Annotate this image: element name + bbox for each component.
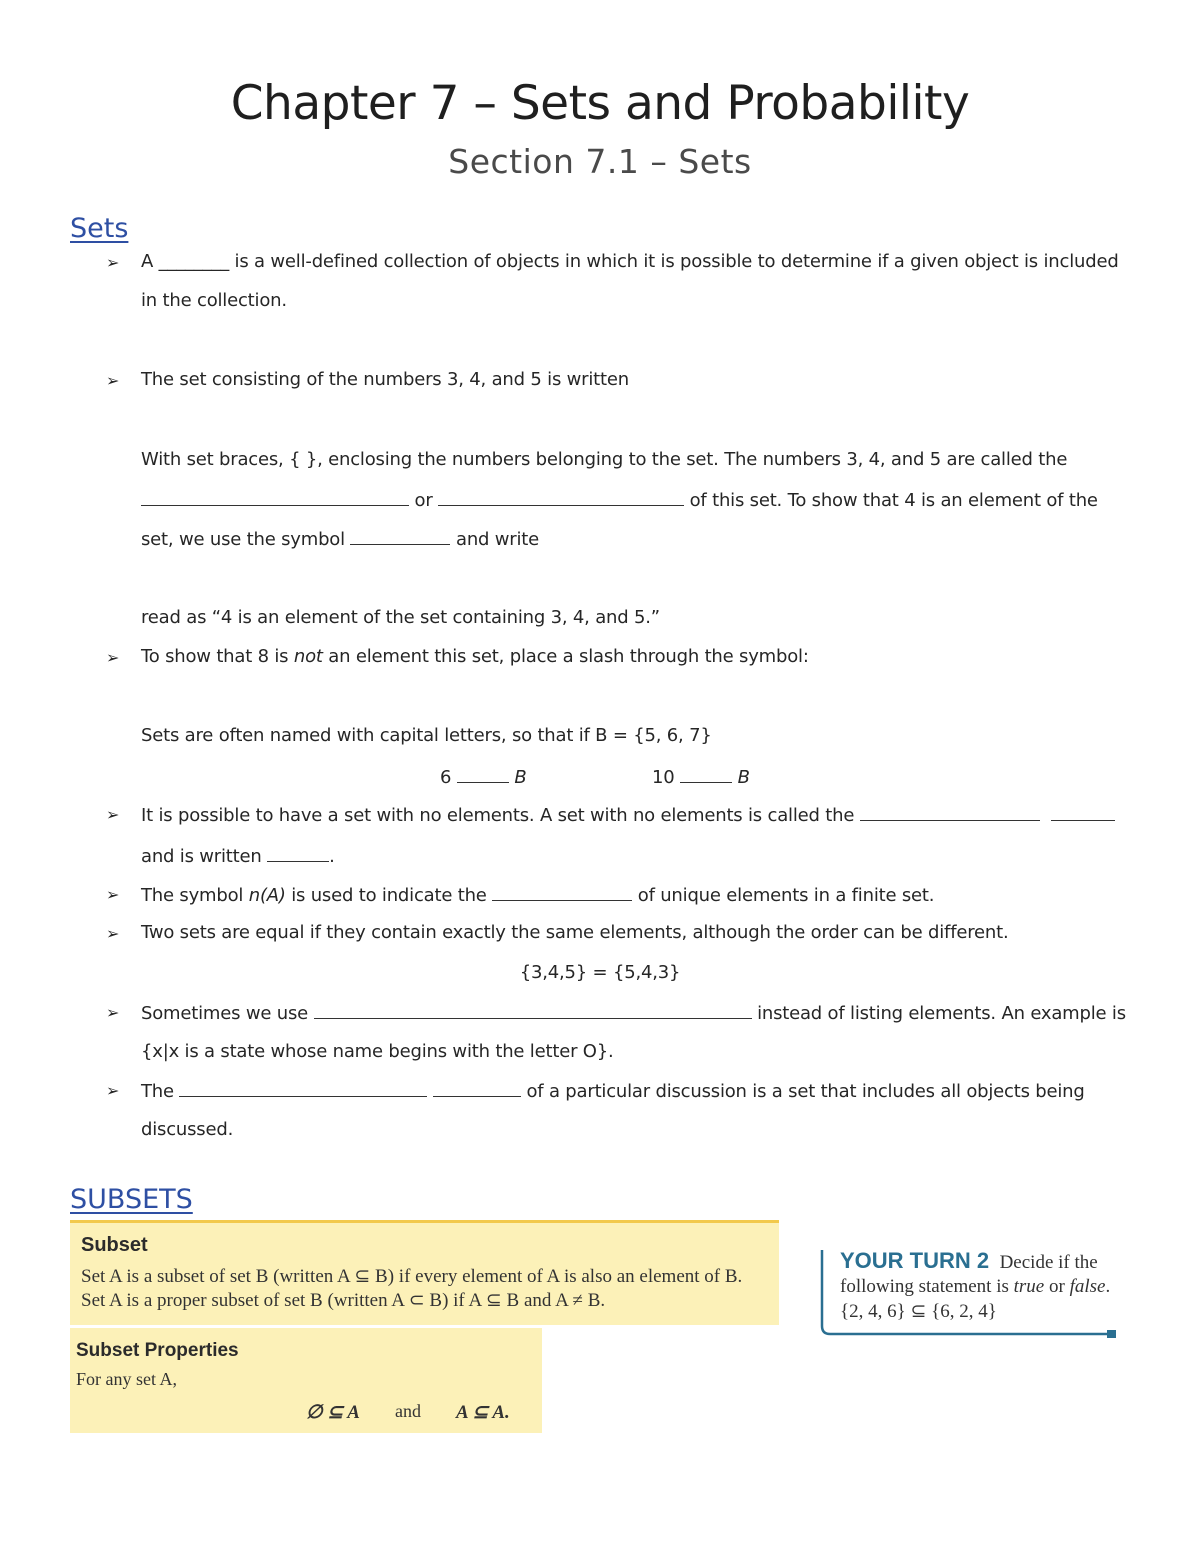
page-title: Chapter 7 – Sets and Probability (230, 76, 970, 131)
your-turn-text-2 (840, 1276, 1110, 1298)
cardinal-mid: is used to indicate the (285, 885, 487, 906)
cardinal-line (141, 883, 934, 906)
true-word: true (1013, 1276, 1045, 1297)
exercise-set: B (737, 767, 750, 788)
written-text: and is written (141, 846, 262, 867)
subset-definition: Set A is a subset of set B (written A ⊆ B) if every element of A is also an element of B. (81, 1266, 743, 1287)
properties-intro: For any set A, (76, 1369, 177, 1389)
set-braces-line: With set braces, { }, enclosing the numbers belonging to the set. The numbers 3, 4, and 5 are called the (141, 449, 1068, 470)
your-turn-first-line (840, 1248, 1098, 1274)
set-builder-example: {x|x is a state whose name begins with the letter O}. (141, 1041, 614, 1062)
blank-members (438, 488, 684, 506)
empty-set-line (141, 803, 1115, 826)
blank-set-builder (314, 1001, 752, 1019)
period: . (1105, 1276, 1111, 1297)
bullet-arrow-icon: ➢ (106, 373, 120, 390)
properties-box-title: Subset Properties (76, 1340, 239, 1361)
read-as-line: read as “4 is an element of the set containing 3, 4, and 5.” (141, 607, 660, 628)
bullet-arrow-icon: ➢ (106, 887, 120, 904)
symbol-line-end: and write (455, 529, 540, 550)
cardinal-start: The symbol (141, 885, 249, 906)
blank-number (492, 883, 632, 901)
empty-subset-expr: ∅ ⊆ A (306, 1402, 360, 1423)
definition-line-2: in the collection. (141, 290, 287, 311)
and-word: and (395, 1401, 421, 1421)
not-element-line (141, 646, 809, 667)
sets-heading: Sets (70, 213, 129, 244)
or-word: or (414, 490, 433, 511)
equal-sets-line: Two sets are equal if they contain exactly the same elements, although the order can be different. (141, 922, 1009, 943)
universal-set-line (141, 1079, 1085, 1102)
bullet-arrow-icon: ➢ (106, 650, 120, 667)
set-builder-start: Sometimes we use (141, 1003, 308, 1024)
blank-set-2 (433, 1079, 521, 1097)
universal-line-2: discussed. (141, 1119, 234, 1140)
exercise-number: 10 (652, 767, 675, 788)
cardinal-end: of unique elements in a finite set. (637, 885, 935, 906)
blank-empty (860, 803, 1040, 821)
bullet-arrow-icon: ➢ (106, 255, 120, 272)
blank-universal (179, 1079, 427, 1097)
blank-set (1051, 803, 1115, 821)
your-turn-box (820, 1246, 1120, 1338)
definition-line-1: A ________ is a well-defined collection of objects in which it is possible to determine if a given object is included (141, 251, 1119, 272)
not-word: not (293, 646, 323, 667)
section-subtitle: Section 7.1 – Sets (448, 142, 752, 181)
equal-sets-example: {3,4,5} = {5,4,3} (519, 962, 681, 983)
not-element-end: an element this set, place a slash through the symbol: (322, 646, 809, 667)
false-word: false (1069, 1276, 1106, 1297)
bullet-arrow-icon: ➢ (106, 926, 120, 943)
statement-intro: following statement is (840, 1276, 1014, 1297)
elements-line (141, 488, 1098, 511)
blank-elements (141, 488, 409, 506)
capital-letters-line: Sets are often named with capital letters, so that if B = {5, 6, 7} (141, 725, 712, 746)
subset-box-title: Subset (81, 1234, 148, 1256)
blank-membership (680, 765, 732, 783)
symbol-line (141, 527, 539, 550)
bullet-arrow-icon: ➢ (106, 1005, 120, 1022)
membership-exercise-2 (652, 765, 750, 788)
symbol-line-start: set, we use the symbol (141, 529, 345, 550)
proper-subset-definition: Set A is a proper subset of set B (written A ⊂ B) if A ⊆ B and A ≠ B. (81, 1290, 606, 1311)
subset-properties-box (70, 1328, 542, 1433)
exercise-number: 6 (440, 767, 452, 788)
blank-empty-symbol (267, 844, 329, 862)
self-subset-expr: A ⊆ A. (456, 1402, 510, 1423)
empty-set-text: It is possible to have a set with no elements. A set with no elements is called the (141, 805, 855, 826)
empty-set-written-line (141, 844, 335, 867)
set-builder-end: instead of listing elements. An example is (757, 1003, 1126, 1024)
exercise-set: B (514, 767, 527, 788)
bullet-arrow-icon: ➢ (106, 807, 120, 824)
subsets-heading: SUBSETS (70, 1184, 193, 1215)
membership-exercise-1 (440, 765, 526, 788)
set-builder-line (141, 1001, 1126, 1024)
elements-line-end: of this set. To show that 4 is an element of the (689, 490, 1098, 511)
universal-end: of a particular discussion is a set that includes all objects being (526, 1081, 1085, 1102)
subset-definition-box (70, 1220, 779, 1325)
period: . (329, 846, 335, 867)
your-turn-statement: {2, 4, 6} ⊆ {6, 2, 4} (840, 1301, 997, 1322)
universal-start: The (141, 1081, 174, 1102)
bullet-arrow-icon: ➢ (106, 1083, 120, 1100)
your-turn-label: YOUR TURN 2 (840, 1248, 990, 1273)
or-word: or (1044, 1276, 1070, 1297)
blank-membership (457, 765, 509, 783)
n-of-a: n(A) (248, 885, 286, 906)
blank-symbol (350, 527, 450, 545)
set-written-line: The set consisting of the numbers 3, 4, and 5 is written (141, 369, 629, 390)
your-turn-text-1: Decide if the (999, 1252, 1098, 1273)
not-element-start: To show that 8 is (141, 646, 294, 667)
